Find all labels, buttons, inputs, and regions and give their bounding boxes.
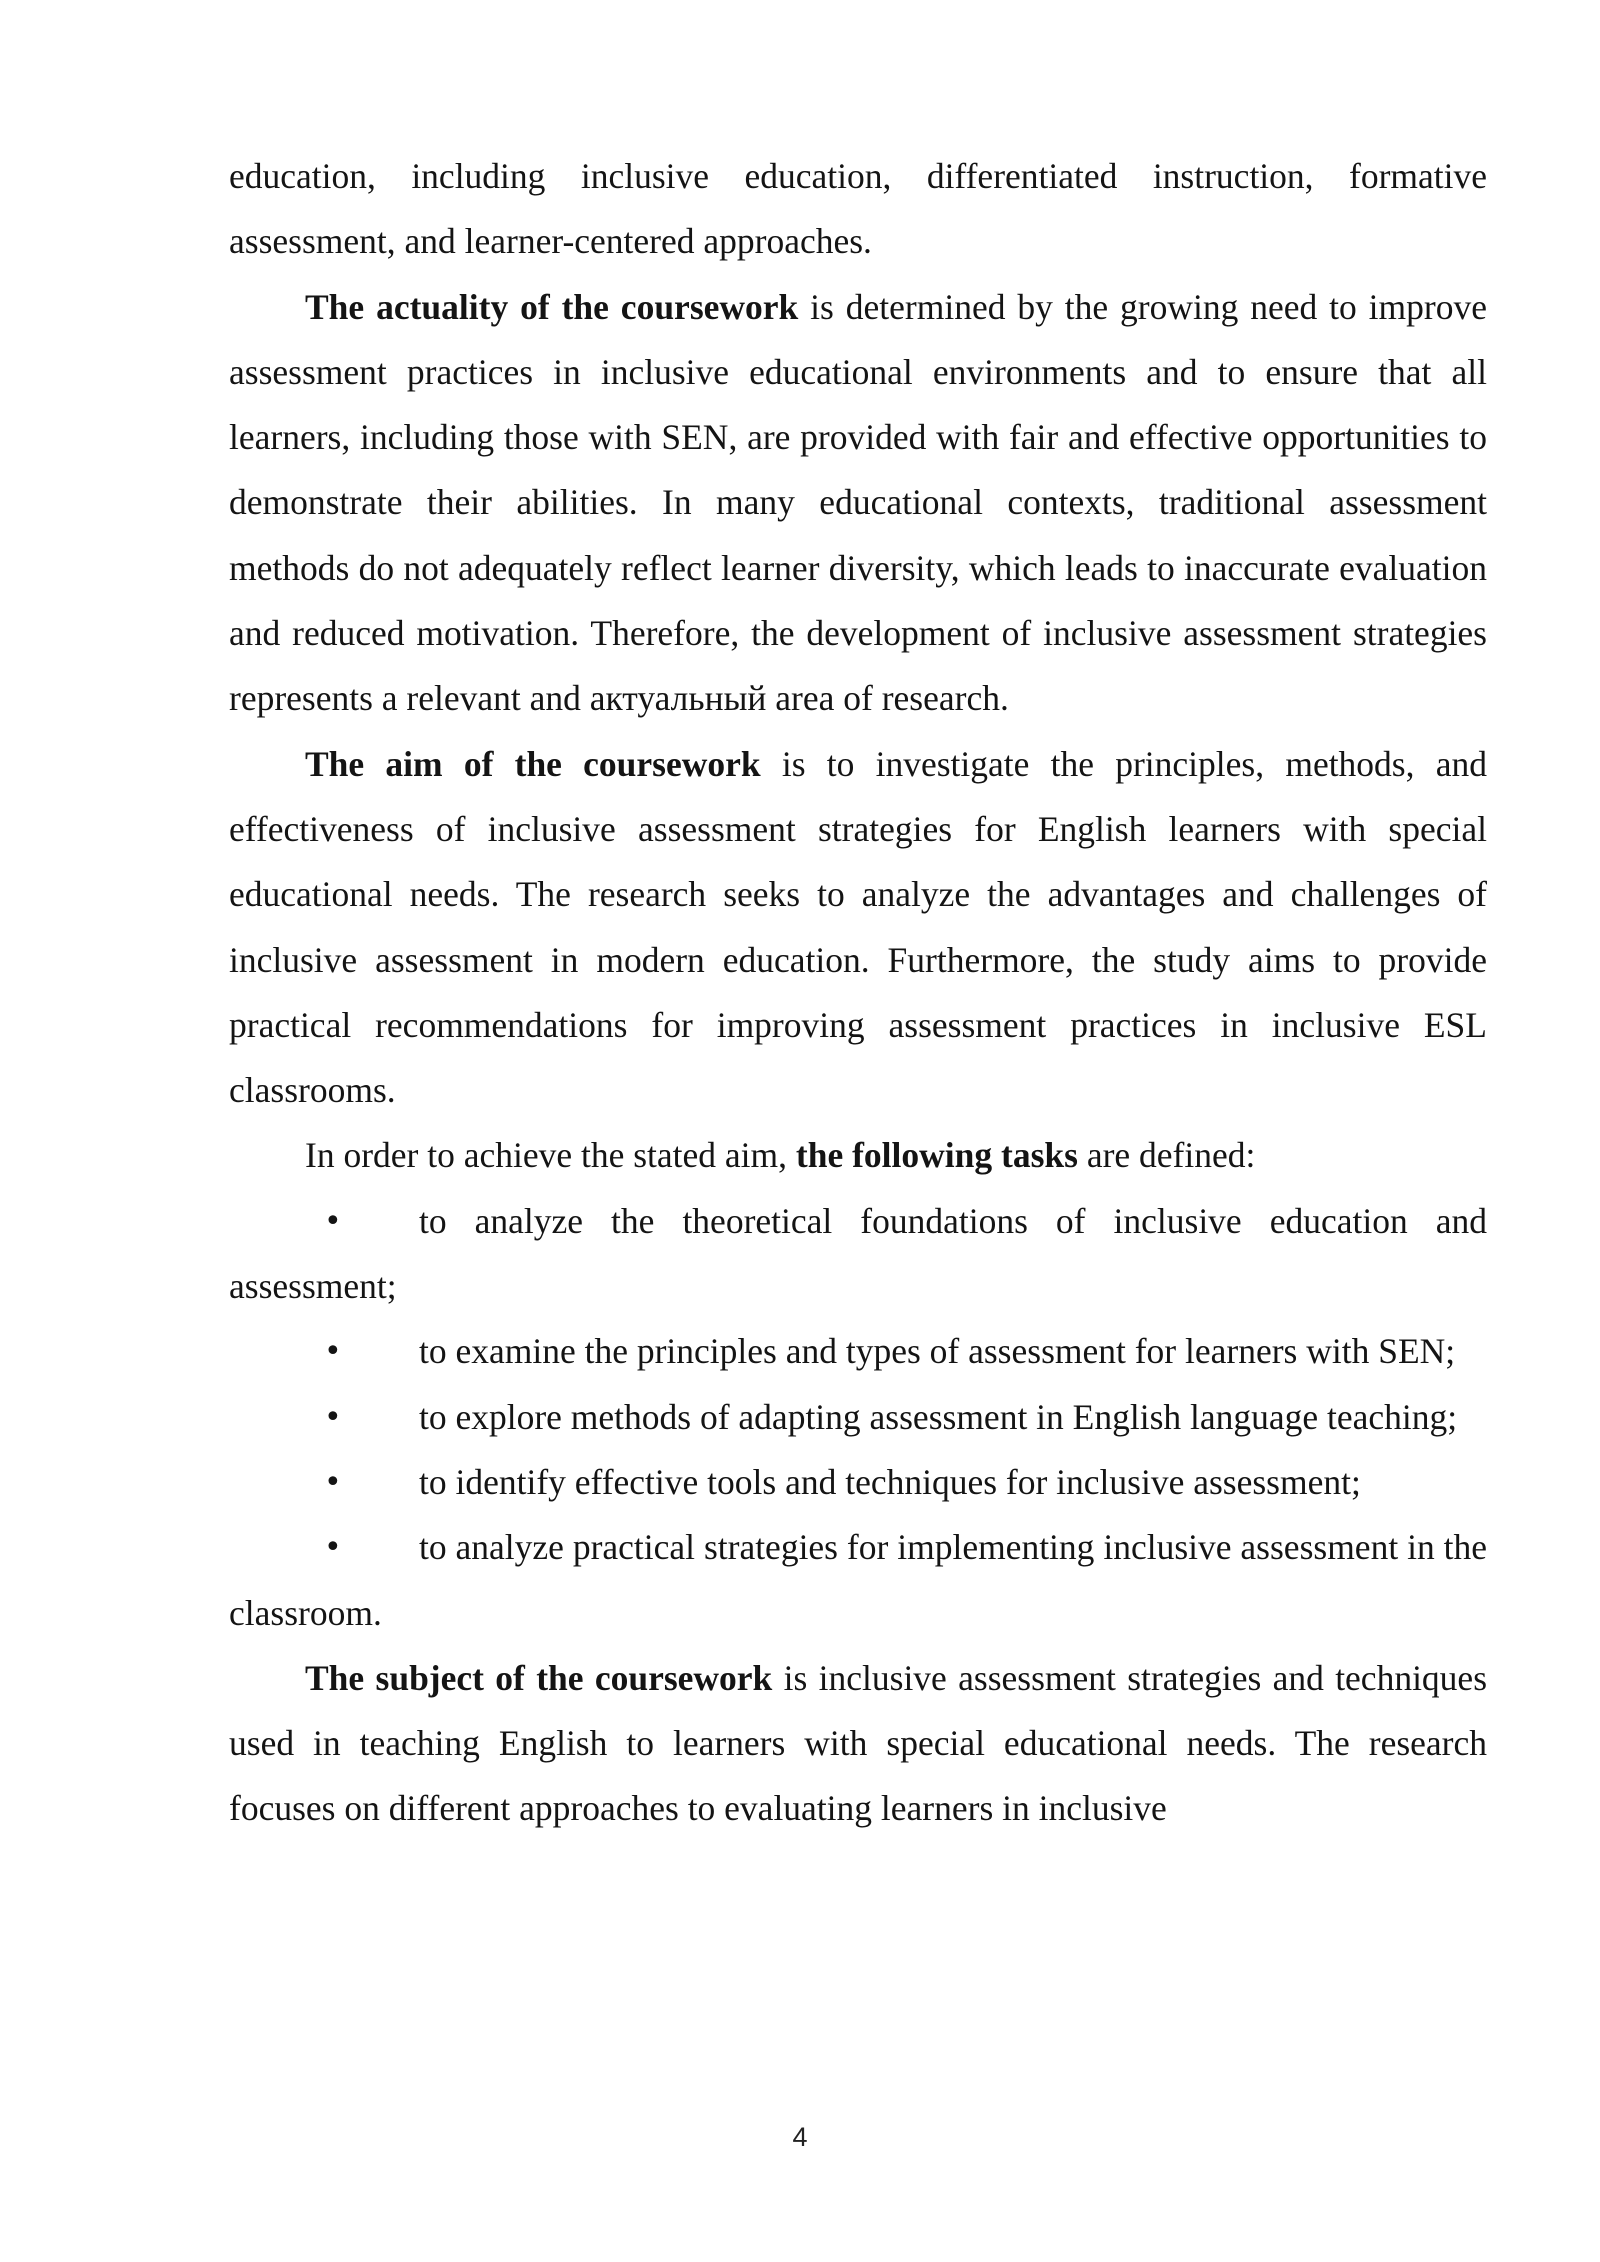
bullet-icon: •: [324, 1464, 342, 1500]
task-text: to identify effective tools and techniques for inclusive assessment;: [419, 1461, 1361, 1502]
subject-text: is inclusive assessment strategies and techniques used in teaching English to learners with special educational needs. The research focuses on different approaches to evaluating learners in inclusive: [229, 1657, 1488, 1829]
actuality-heading: The actuality of the coursework: [305, 286, 799, 327]
aim-paragraph: [229, 732, 1487, 1124]
task-item: [229, 1515, 1487, 1646]
tasks-intro-paragraph: [229, 1123, 1487, 1188]
task-list: [229, 1189, 1487, 1646]
aim-text: is to investigate the principles, methods, and effectiveness of inclusive assessment strategies for English learners with special educational needs. The research seeks to analyze the advantages and challenges of inclusive assessment in modern education. Furthermore, the study aims to provide practical recommendations for improving assessment practices in inclusive ESL classrooms.: [229, 743, 1487, 1111]
tasks-intro-after: are defined:: [1077, 1135, 1256, 1176]
task-item: [229, 1385, 1487, 1450]
task-text: to explore methods of adapting assessment in English language teaching;: [419, 1396, 1458, 1437]
subject-heading: The subject of the coursework: [305, 1657, 773, 1698]
tasks-heading: the following tasks: [795, 1135, 1078, 1176]
task-item: [229, 1189, 1487, 1320]
bullet-icon: •: [324, 1530, 342, 1566]
bullet-icon: •: [324, 1203, 342, 1239]
bullet-icon: •: [324, 1399, 342, 1435]
actuality-paragraph: [229, 275, 1487, 732]
task-item: [229, 1450, 1487, 1515]
page-body: [229, 144, 1487, 1842]
task-text: to examine the principles and types of assessment for learners with SEN;: [419, 1331, 1456, 1372]
task-item: [229, 1319, 1487, 1384]
task-text: to analyze practical strategies for implementing inclusive assessment in the classroom.: [229, 1527, 1487, 1633]
subject-paragraph: [229, 1646, 1487, 1842]
aim-heading: The aim of the coursework: [305, 743, 761, 784]
bullet-icon: •: [324, 1334, 342, 1370]
actuality-text: is determined by the growing need to improve assessment practices in inclusive educational environments and to ensure that all learners, including those with SEN, are provided with fair and effective opportunities to demonstrate their abilities. In many educational contexts, traditional assessment methods do not adequately reflect learner diversity, which leads to inaccurate evaluation and reduced motivation. Therefore, the development of inclusive assessment strategies represents a relevant and актуальный area of research.: [229, 286, 1487, 719]
intro-tail-paragraph: education, including inclusive education, differentiated instruction, formative assessment, and learner-centered approaches.: [229, 156, 1487, 262]
task-text: to analyze the theoretical foundations of inclusive education and assessment;: [229, 1200, 1487, 1307]
page-number: 4: [792, 2122, 808, 2152]
tasks-intro-before: In order to achieve the stated aim,: [305, 1135, 796, 1176]
